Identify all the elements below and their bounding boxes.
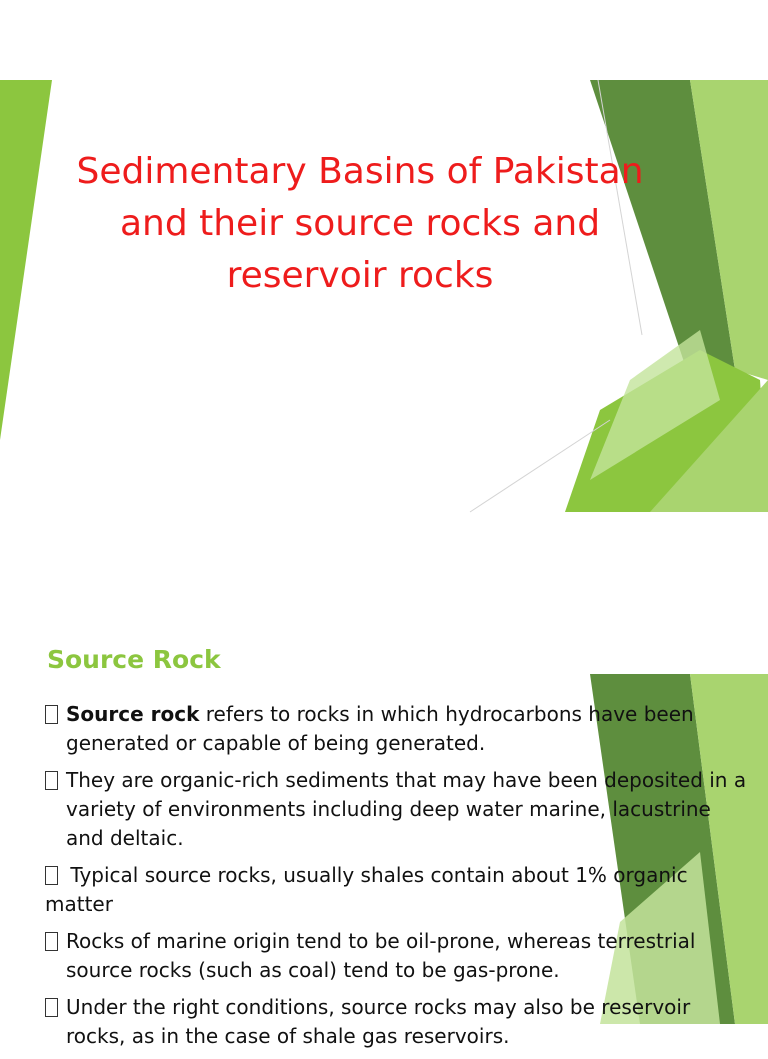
bullet-text: refers to rocks in which hydrocarbons have been generated or capable of being generated.	[66, 702, 694, 755]
bullet-text: Rocks of marine origin tend to be oil-prone, whereas terrestrial source rocks (such as coal) tend to be gas-prone.	[66, 929, 696, 982]
bullet-text: Typical source rocks, usually shales contain about 1% organic matter	[45, 863, 688, 916]
title-line-3: reservoir rocks	[226, 255, 494, 296]
source-rock-slide	[0, 592, 768, 1048]
bullet-item	[45, 993, 750, 1051]
slide-title	[40, 146, 680, 302]
bullet-item	[45, 927, 750, 985]
bullet-item	[45, 700, 750, 758]
bullet-box-icon	[45, 705, 58, 724]
bullet-box-icon	[45, 998, 58, 1017]
bullet-box-icon	[45, 932, 58, 951]
bullet-box-icon	[45, 866, 58, 885]
bullet-bold: Source rock	[66, 702, 200, 726]
title-slide	[0, 80, 768, 512]
bullet-text: Under the right conditions, source rocks may also be reservoir rocks, as in the case of shale gas reservoirs.	[66, 995, 691, 1048]
bullet-box-icon	[45, 771, 58, 790]
title-line-1: Sedimentary Basins of Pakistan	[76, 151, 644, 192]
bullet-item	[45, 766, 750, 853]
slide-heading: Source Rock	[47, 645, 221, 674]
bullet-item	[45, 861, 750, 919]
bullet-text: They are organic-rich sediments that may have been deposited in a variety of environments including deep water marine, lacustrine and deltaic.	[66, 768, 747, 850]
title-line-2: and their source rocks and	[119, 203, 601, 244]
bullet-list	[45, 700, 750, 1059]
